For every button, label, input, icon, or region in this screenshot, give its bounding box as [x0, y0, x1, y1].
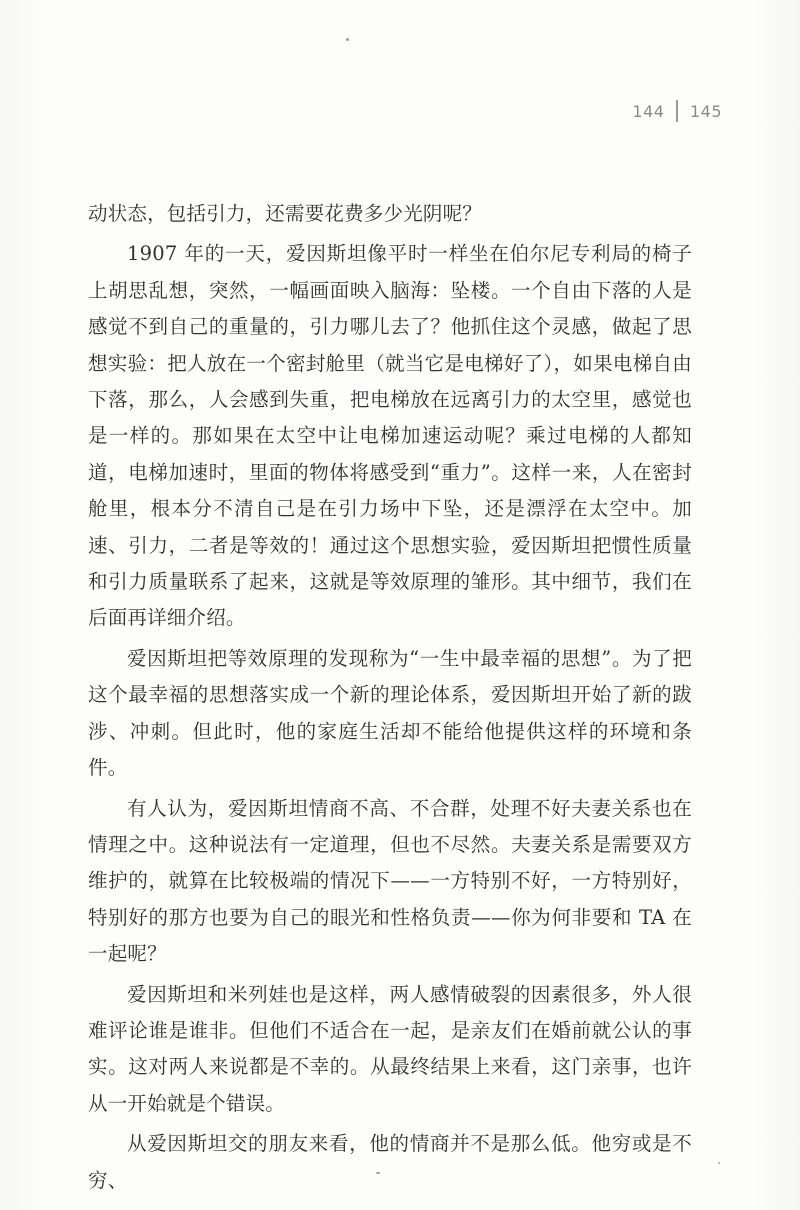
- header-separator: [676, 100, 678, 122]
- paragraph-thought-experiment: 1907 年的一天，爱因斯坦像平时一样坐在伯尔尼专利局的椅子上胡思乱想，突然，一幅画面映入脑海：坠楼。一个自由下落的人是感觉不到自己的重量的，引力哪儿去了？他抓住这个灵感，做起了思想实验：把人放在一个密封舱里（就当它是电梯好了），如果电梯自由下落，那么，人会感到失重，把电梯放在远离引力的太空里，感觉也是一样的。那如果在太空中让电梯加速运动呢？乘过电梯的人都知道，电梯加速时，里面的物体将感受到“重力”。这样一来，人在密封舱里，根本分不清自己是在引力场中下坠，还是漂浮在太空中。加速、引力，二者是等效的！通过这个思想实验，爱因斯坦把惯性质量和引力质量联系了起来，这就是等效原理的雏形。其中细节，我们在后面再详细介绍。: [88, 242, 692, 630]
- scan-speck: [376, 1172, 380, 1174]
- scan-speck: [346, 38, 349, 41]
- right-page-number: 145: [689, 101, 722, 121]
- paragraph-friends: 从爱因斯坦交的朋友来看，他的情商并不是那么低。他穷或是不穷、: [88, 1132, 692, 1192]
- scan-speck: [718, 1162, 720, 1164]
- paragraph-mileva: 爱因斯坦和米列娃也是这样，两人感情破裂的因素很多，外人很难评论谁是谁非。但他们不适合在一起，是亲友们在婚前就公认的事实。这对两人来说都是不幸的。从最终结果上来看，这门亲事，也许从一开始就是个错误。: [88, 982, 692, 1115]
- page-body: [88, 196, 692, 1203]
- paragraph-continuation: 动状态，包括引力，还需要花费多少光阴呢？: [88, 202, 483, 225]
- paragraph-happiest-thought: 爱因斯坦把等效原理的发现称为“一生中最幸福的思想”。为了把这个最幸福的思想落实成一个新的理论体系，爱因斯坦开始了新的跋涉、冲刺。但此时，他的家庭生活却不能给他提供这样的环境和条件。: [88, 646, 692, 780]
- page-header: [632, 100, 722, 122]
- left-page-number: 144: [632, 101, 665, 121]
- paragraph-emotional-intelligence: 有人认为，爱因斯坦情商不高、不合群，处理不好夫妻关系也在情理之中。这种说法有一定道理，但也不尽然。夫妻关系是需要双方维护的，就算在比较极端的情况下——一方特别不好，一方特别好，特别好的那方也要为自己的眼光和性格负责——你为何非要和 TA 在一起呢？: [88, 796, 692, 966]
